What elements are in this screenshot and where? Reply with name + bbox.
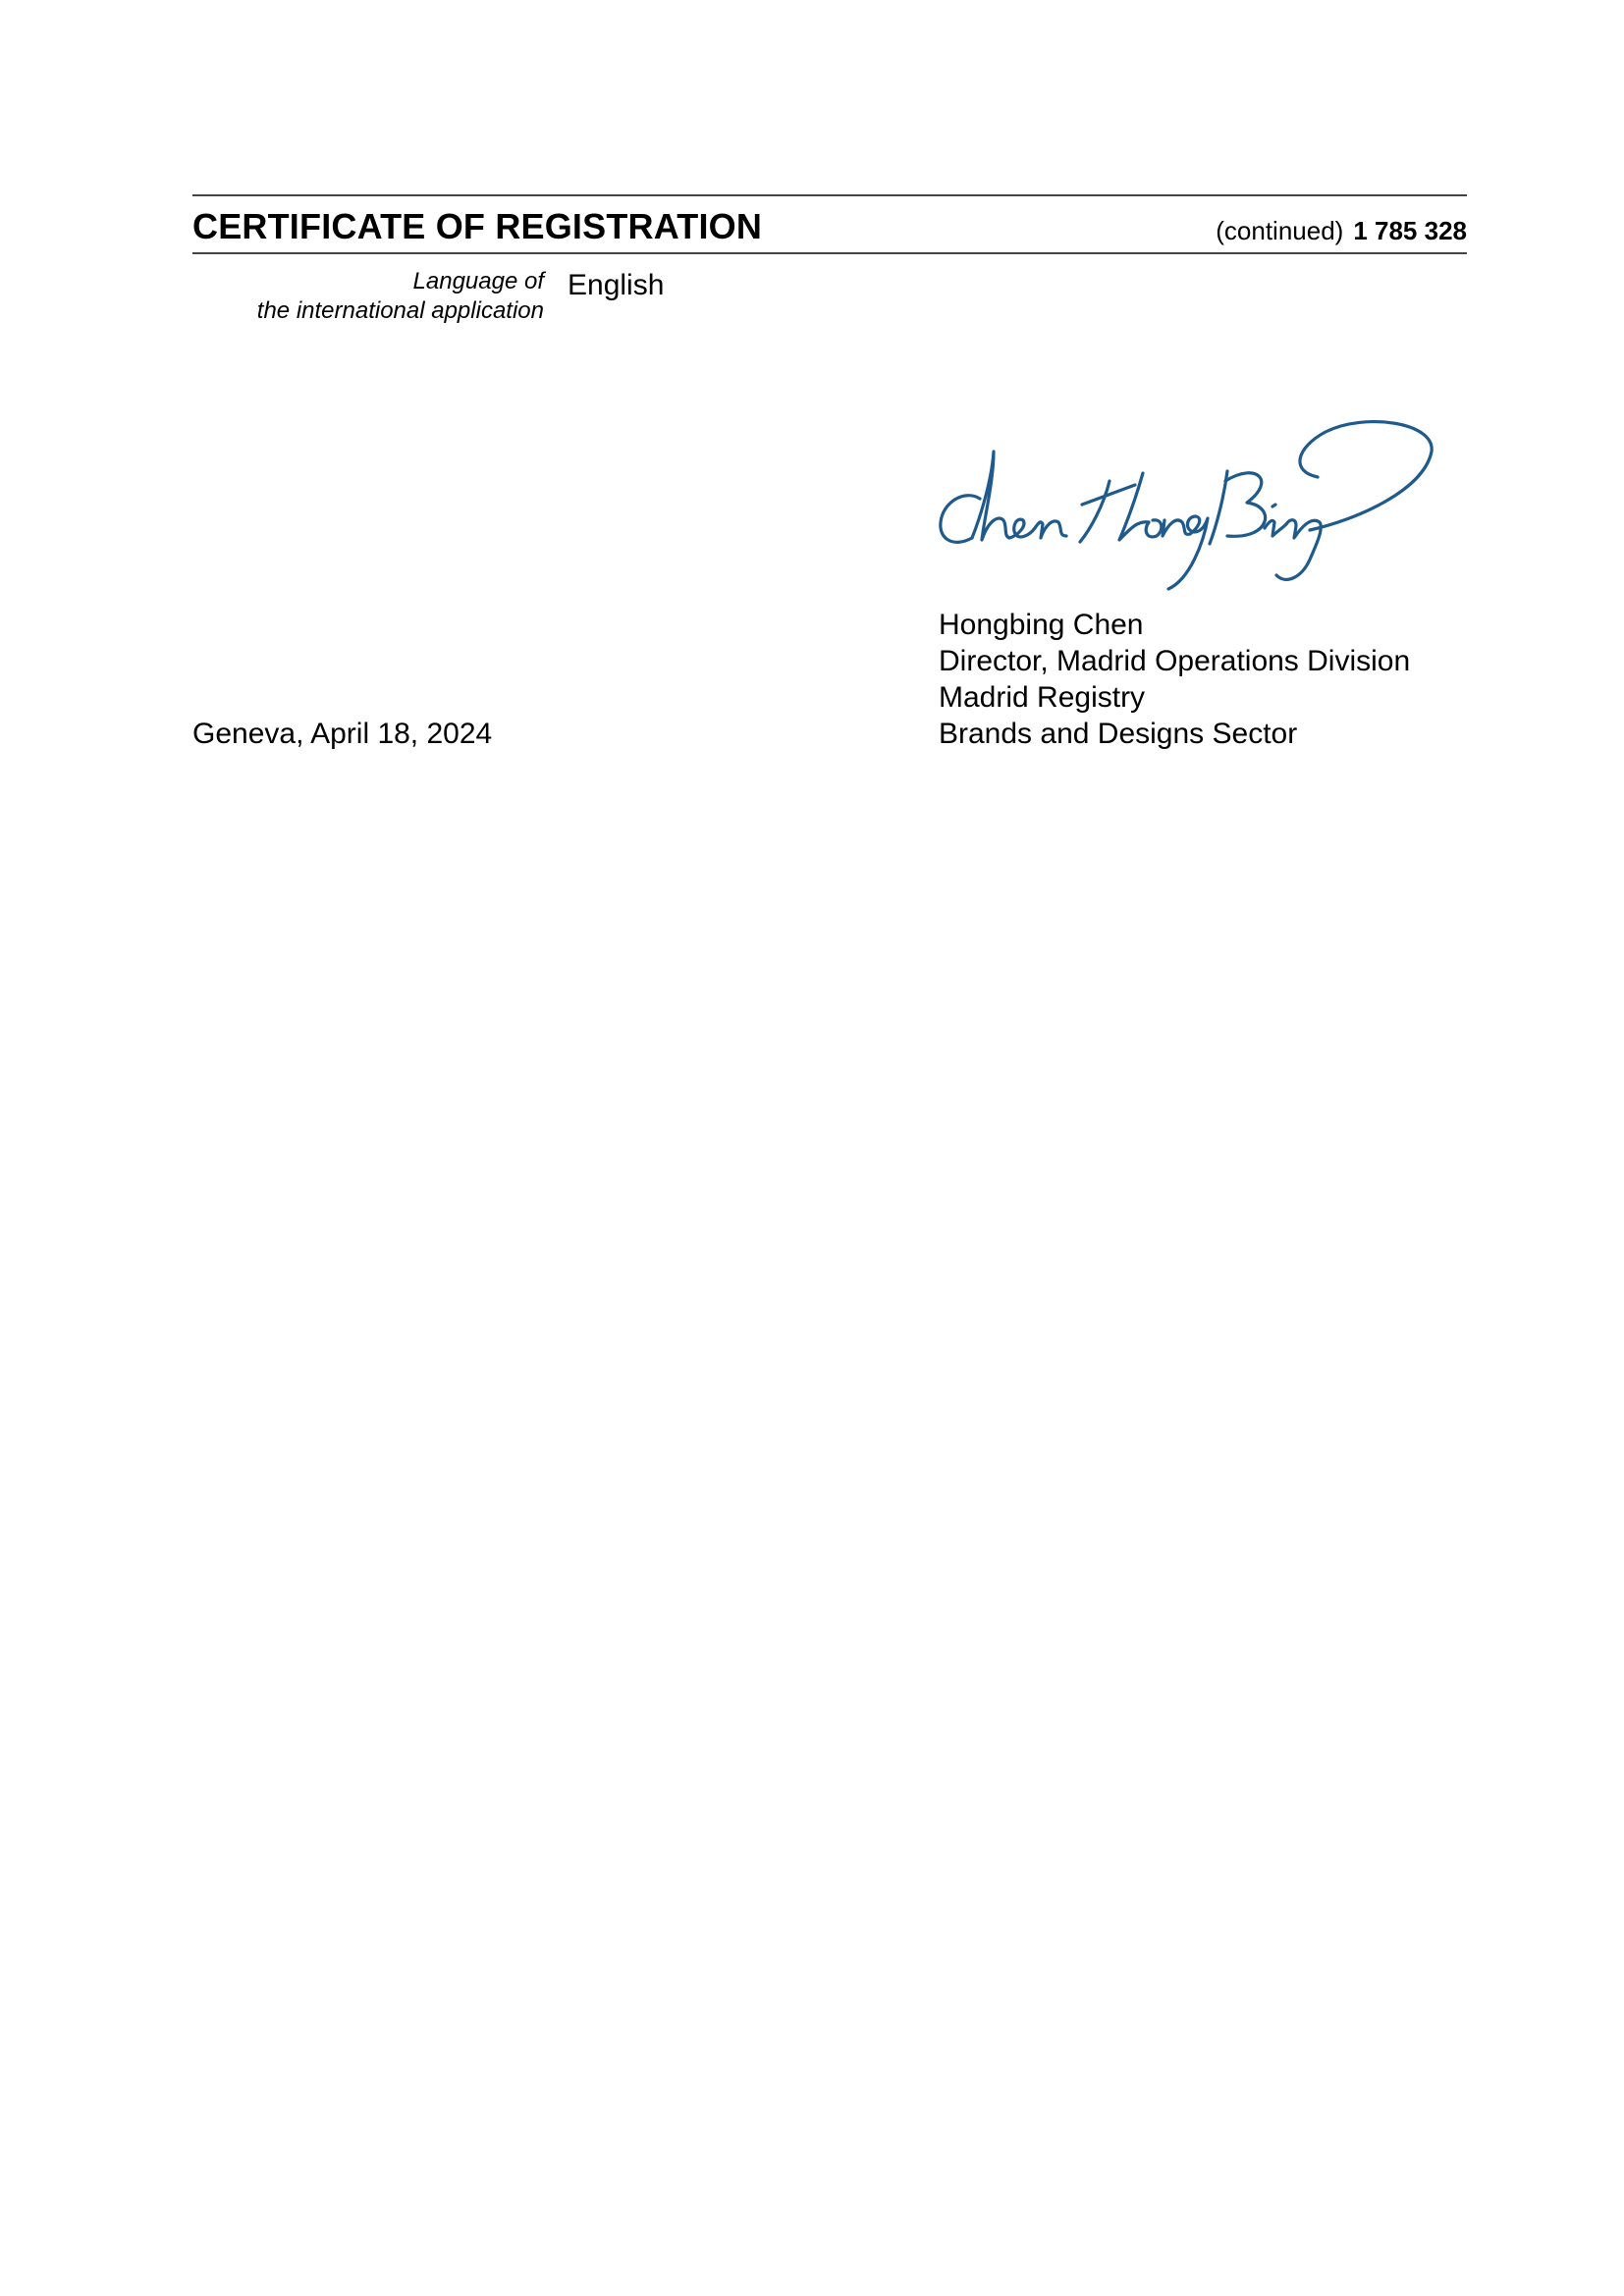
signatory-name: Hongbing Chen bbox=[939, 609, 1144, 641]
signatory-block bbox=[939, 607, 1410, 752]
header-continuation bbox=[1216, 216, 1467, 246]
language-label-line2: the international application bbox=[256, 297, 544, 324]
language-value: English bbox=[568, 269, 665, 301]
signatory-title: Director, Madrid Operations Division bbox=[939, 645, 1411, 677]
language-label bbox=[192, 267, 544, 326]
certificate-title: CERTIFICATE OF REGISTRATION bbox=[192, 206, 763, 246]
certificate-header bbox=[192, 194, 1467, 254]
place-and-date: Geneva, April 18, 2024 bbox=[192, 718, 493, 750]
handwritten-signature bbox=[933, 412, 1453, 609]
language-label-line1: Language of bbox=[412, 268, 544, 294]
registration-number: 1 785 328 bbox=[1353, 216, 1467, 245]
signatory-sector: Brands and Designs Sector bbox=[939, 718, 1298, 750]
signatory-department: Madrid Registry bbox=[939, 681, 1146, 714]
continued-label: (continued) bbox=[1216, 216, 1344, 245]
